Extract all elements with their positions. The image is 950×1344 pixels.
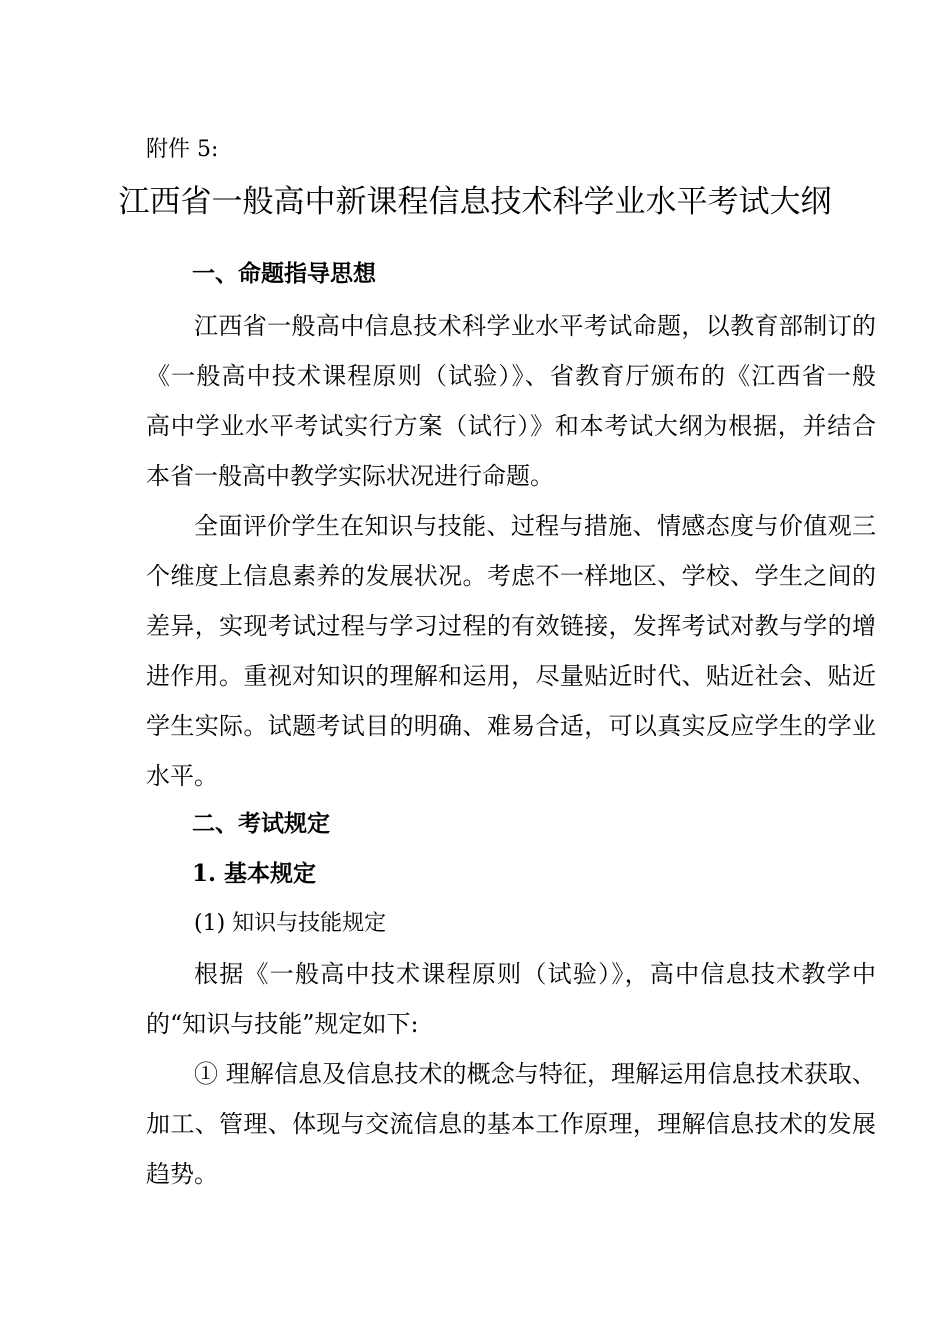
paragraph-line: 趋势。 [146,1160,218,1188]
section2-subheading: 1. 基本规定 [192,860,317,887]
attachment-label: 附件 5: [146,137,219,162]
document-title: 江西省一般高中新课程信息技术科学业水平考试大纲 [118,184,832,220]
paragraph-line: 高中学业水平考试实行方案（试行）》和本考试大纲为根据，并结合 [146,412,876,440]
paragraph-line: 学生实际。试题考试目的明确、难易合适，可以真实反应学生的学业 [146,712,876,740]
paragraph-line: 本省一般高中教学实际状况进行命题。 [146,462,554,490]
paragraph-line: 的“知识与技能”规定如下: [146,1010,419,1038]
paragraph-line: 江西省一般高中信息技术科学业水平考试命题，以教育部制订的 [194,312,876,340]
paragraph-line: 进作用。重视对知识的理解和运用，尽量贴近时代、贴近社会、贴近 [146,662,876,690]
paragraph-line: ① 理解信息及信息技术的概念与特征，理解运用信息技术获取、 [194,1060,876,1088]
paragraph-line: 全面评价学生在知识与技能、过程与措施、情感态度与价值观三 [194,512,876,540]
paragraph-line: 水平。 [146,762,218,790]
paragraph-line: 根据《一般高中技术课程原则（试验）》，高中信息技术教学中 [194,960,876,988]
paragraph-line: 加工、管理、体现与交流信息的基本工作原理，理解信息技术的发展 [146,1110,876,1138]
paragraph-line: 个维度上信息素养的发展状况。考虑不一样地区、学校、学生之间的 [146,562,876,590]
list-item-heading: (1) 知识与技能规定 [194,911,387,936]
section2-heading: 二、考试规定 [192,811,330,837]
section1-heading: 一、命题指导思想 [192,261,376,287]
paragraph-line: 差异，实现考试过程与学习过程的有效链接，发挥考试对教与学的增 [146,612,876,640]
paragraph-line: 《一般高中技术课程原则（试验）》、省教育厅颁布的《江西省一般 [146,362,876,390]
